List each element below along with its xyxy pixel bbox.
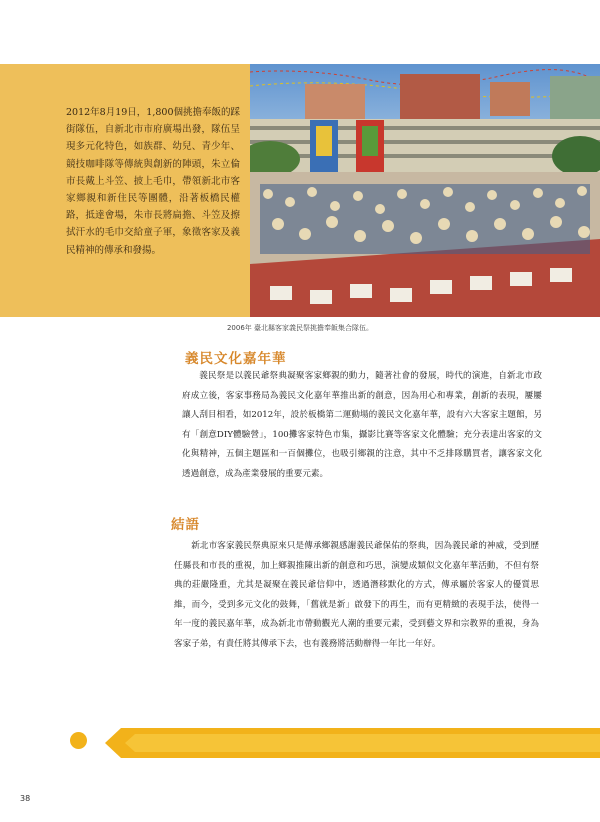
intro-paragraph: 2012年8月19日，1,800個挑擔奉飯的踩街隊伍，自新北市市府廣場出發，隊伍呈現多元化特色，如族群、幼兒、青少年、競技咖啡隊等傳統與創新的陣頭，朱立倫市長戴上斗笠、披上毛巾，帶領新北市客家鄉親和新住民等團體，沿著板橋民權路，抵達會場，朱市長將扁擔、斗笠及擦拭汗水的毛巾交給童子軍，象徵客家及義民精神的傳承和發揚。 bbox=[66, 107, 241, 256]
photo-caption: 2006年 臺北縣客家義民祭挑擔奉飯集合隊伍。 bbox=[226, 324, 374, 332]
page-number: 38 bbox=[20, 794, 31, 803]
decorative-dot bbox=[70, 732, 87, 749]
section-title-festival: 義民文化嘉年華 bbox=[185, 351, 287, 367]
decorative-band bbox=[105, 728, 600, 758]
section-title-conclusion: 結語 bbox=[171, 517, 200, 533]
section-body-conclusion: 新北市客家義民祭典原來只是傳承鄉親感謝義民爺保佑的祭典，因為義民爺的神威，受到歷任縣長和市長的重視，加上鄉親推陳出新的創意和巧思，演變成類似文化嘉年華活動，不但有祭典的莊嚴隆重，尤其是凝聚在義民爺信仰中，透過潛移默化的方式，傳承屬於客家人的優質思維，而今，受到多元文化的鼓舞，「舊就是新」啟發下的再生，而有更精緻的表現手法，使得一年一度的義民嘉年華，成為新北市帶動觀光人潮的重要元素，受到藝文界和宗教界的重視，身為客家子弟，有責任將其傳承下去，也有義務將活動辦得一年比一年好。 bbox=[174, 541, 539, 649]
section-body-festival: 義民祭是以義民爺祭典凝聚客家鄉親的動力，隨著社會的發展，時代的演進，自新北市政府成立後，客家事務局為義民文化嘉年華推出新的創意，因為用心和專業，創新的表現，屢屢讓人刮目相看，如2012年，設於板橋第二運動場的義民文化嘉年華，設有六大客家主題館，另有「創意DIY體驗營」，100攤客家特色市集，攝影比賽等客家文化體驗；充分表達出客家的文化與精神，五個主題區和一百個攤位，也吸引鄉親的注意，其中不乏排隊購買者，讓客家文化透過創意，成為產業發展的重要元素。 bbox=[182, 371, 542, 479]
festival-photo bbox=[250, 64, 600, 317]
